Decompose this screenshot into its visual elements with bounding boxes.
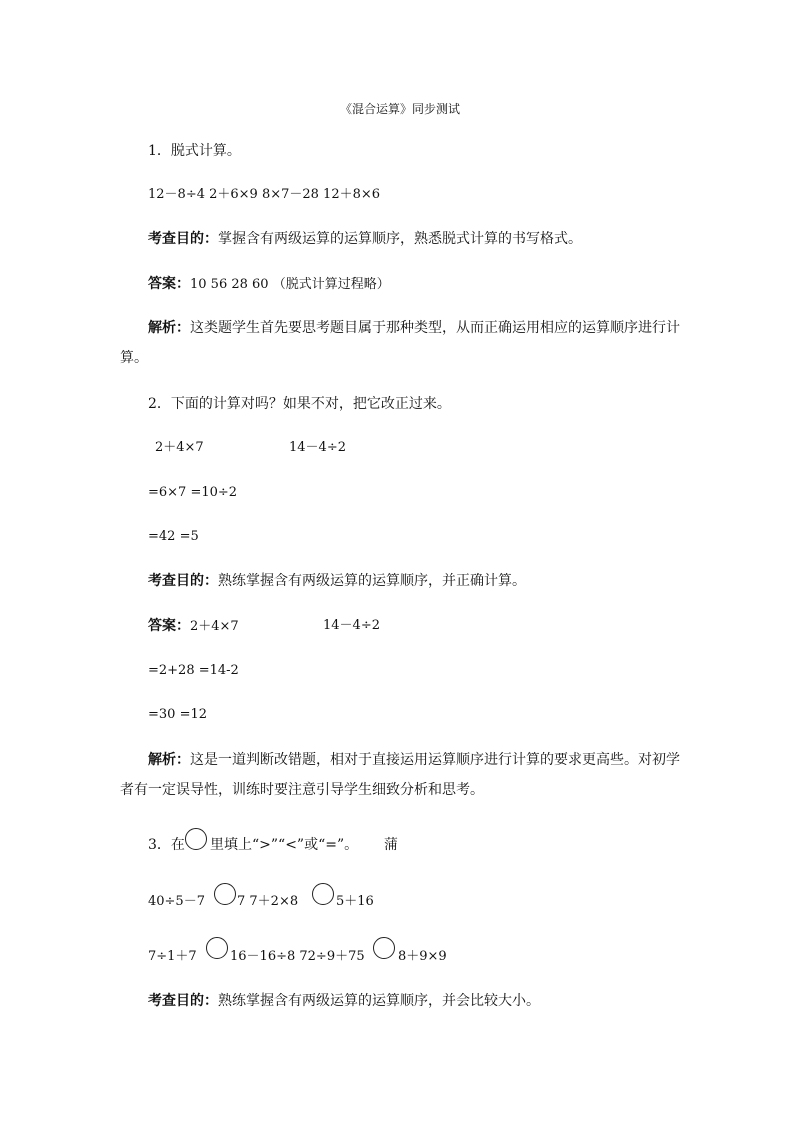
q3-row1-b: 7 7＋2×8 <box>237 894 299 909</box>
answer-label: 答案： <box>148 618 190 634</box>
answer-circle[interactable] <box>373 937 395 959</box>
q1-analysis <box>148 319 680 337</box>
q2-expr-b: 14－4÷2 <box>289 440 346 455</box>
analysis-label: 解析： <box>148 752 190 768</box>
blank-circle-icon <box>185 828 207 850</box>
q3-purpose <box>148 992 540 1010</box>
purpose-text: 掌握含有两级运算的运算顺序，熟悉脱式计算的书写格式。 <box>218 231 582 247</box>
q3-row2-c: 8＋9×9 <box>398 949 447 964</box>
answer-expr-a: 2＋4×7 <box>190 619 239 634</box>
answer-circle[interactable] <box>214 883 236 905</box>
q1-analysis-cont: 算。 <box>120 350 148 366</box>
analysis-text: 这是一道判断改错题，相对于直接运用运算顺序进行计算的要求更高些。对初学 <box>190 752 680 768</box>
q2-answer <box>148 617 239 636</box>
analysis-label: 解析： <box>148 320 190 336</box>
q3-prompt-tail: 蒲 <box>384 837 398 853</box>
q1-expressions: 12－8÷4 2＋6×9 8×7－28 12＋8×6 <box>148 187 381 202</box>
page-title: 《混合运算》同步测试 <box>340 102 461 116</box>
q2-expr-a: 2＋4×7 <box>155 440 204 455</box>
answer-label: 答案： <box>148 276 190 292</box>
q3-row2-b: 16－16÷8 72÷9＋75 <box>230 949 365 964</box>
q2-step1: =6×7 =10÷2 <box>148 485 238 500</box>
q3-prompt-rest: 里填上“>”“<”或“=”。 <box>210 837 359 853</box>
q3-row2-a: 7÷1＋7 <box>148 949 197 964</box>
q2-step2: =42 =5 <box>148 529 199 544</box>
q3-row1-c: 5＋16 <box>336 894 374 909</box>
answer-circle[interactable] <box>206 937 228 959</box>
purpose-label: 考查目的： <box>148 993 218 1009</box>
answer-circle[interactable] <box>312 883 334 905</box>
q3-prompt-num: 3．在 <box>148 837 185 853</box>
q2-analysis-cont: 者有一定误导性，训练时要注意引导学生细致分析和思考。 <box>120 782 484 798</box>
q2-ans-step2: =30 =12 <box>148 707 208 722</box>
q2-prompt: 2．下面的计算对吗？如果不对，把它改正过来。 <box>148 396 451 412</box>
q2-answer-expr-b: 14－4÷2 <box>323 618 380 633</box>
q3-row1-a: 40÷5－7 <box>148 894 205 909</box>
q1-prompt: 1．脱式计算。 <box>148 143 241 159</box>
q1-answer <box>148 275 390 294</box>
q1-purpose <box>148 230 582 248</box>
answer-text: 10 56 28 60 （脱式计算过程略） <box>190 277 390 292</box>
purpose-label: 考查目的： <box>148 573 218 589</box>
purpose-label: 考查目的： <box>148 231 218 247</box>
q2-analysis <box>148 751 680 769</box>
purpose-text: 熟练掌握含有两级运算的运算顺序，并正确计算。 <box>218 573 526 589</box>
analysis-text: 这类题学生首先要思考题目属于那种类型，从而正确运用相应的运算顺序进行计 <box>190 320 680 336</box>
q2-ans-step1: =2+28 =14-2 <box>148 663 239 678</box>
q2-purpose <box>148 572 526 590</box>
purpose-text: 熟练掌握含有两级运算的运算顺序，并会比较大小。 <box>218 993 540 1009</box>
